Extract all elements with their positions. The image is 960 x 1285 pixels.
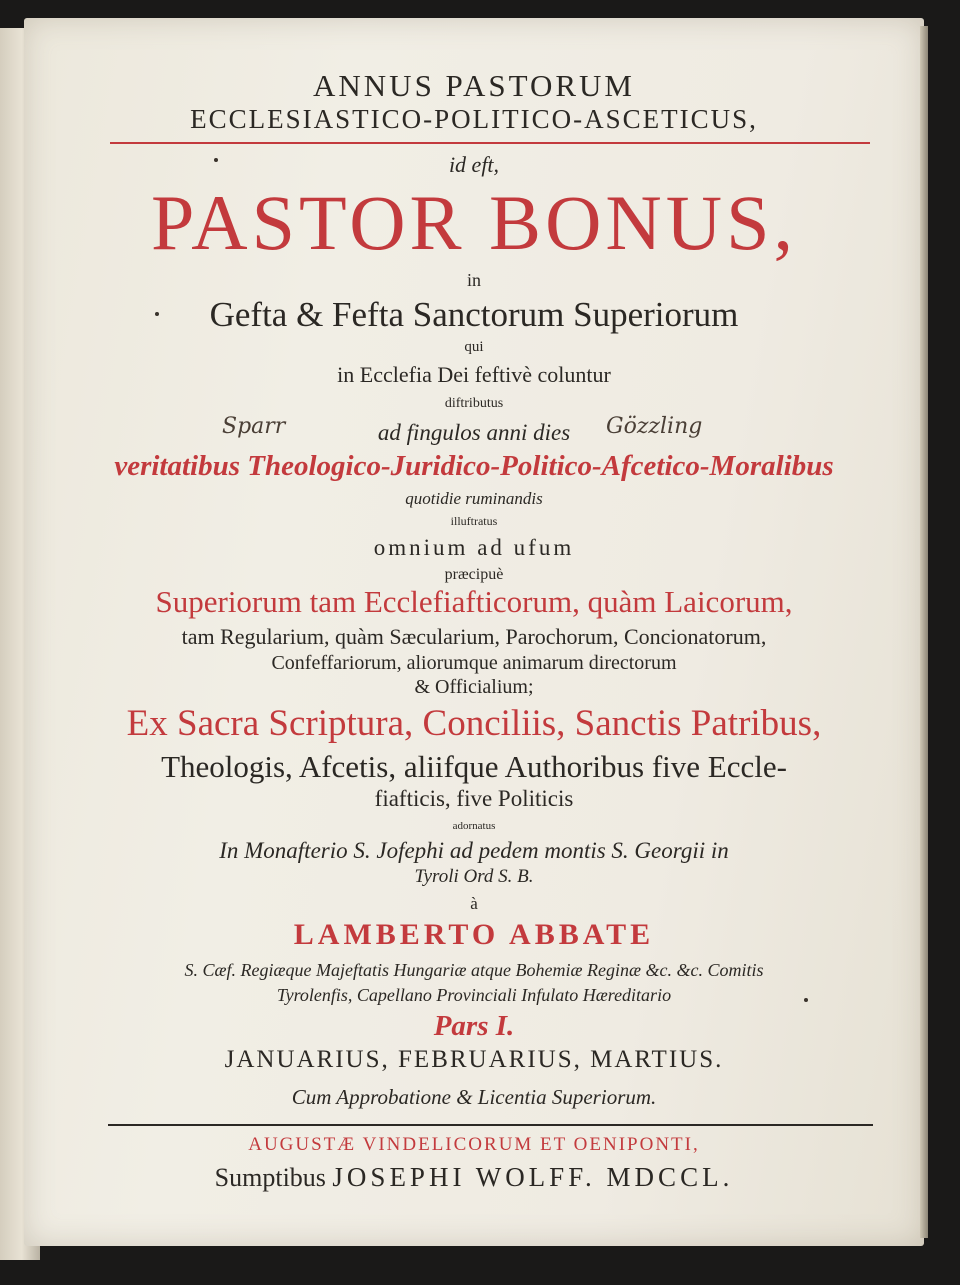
officialium-line: & Officialium; [414, 676, 534, 698]
text-in: in [466, 270, 481, 290]
imprint-line [24, 1162, 924, 1193]
augustae-line: AUGUSTÆ VINDELICORUM ET OENIPONTI, [248, 1134, 700, 1155]
text-a: à [470, 894, 478, 913]
ex-sacra-line: Ex Sacra Scriptura, Conciliis, Sanctis Patribus, [126, 703, 822, 744]
author: LAMBERTO ABBATE [293, 918, 655, 951]
ad-singulos: ad fingulos anni dies [377, 420, 571, 445]
pars: Pars I. [433, 1010, 515, 1042]
months-line: JANUARIUS, FEBRUARIUS, MARTIUS. [224, 1046, 724, 1073]
theologis-line: Theologis, Afcetis, aliifque Authoribus five Eccle- [161, 749, 787, 784]
illustratus: illuftratus [450, 514, 498, 528]
black-rule-bottom [108, 1124, 873, 1126]
ecclesia-line: in Ecclefia Dei feftivè coluntur [337, 362, 611, 387]
veritatibus-line: veritatibus Theologico-Juridico-Politico-Afcetico-Moralibus [114, 450, 834, 482]
specks [214, 158, 218, 162]
regularium-line: tam Regularium, quàm Sæcularium, Parochorum, Concionatorum, [181, 624, 767, 649]
title-line-1: ANNUS PASTORUM [313, 68, 635, 103]
distributus: diftributus [444, 396, 504, 411]
publisher: JOSEPHI WOLFF. MDCCL. [332, 1162, 734, 1192]
specks [155, 312, 159, 316]
tyroli-line: Tyroli Ord S. B. [414, 866, 534, 887]
sumptibus: Sumptibus [214, 1163, 326, 1192]
siasticis-line: fiafticis, five Politicis [374, 786, 574, 811]
quotidie: quotidie ruminandis [405, 489, 543, 508]
caes-line: S. Cæf. Regiæque Majeftatis Hungariæ atque Bohemiæ Reginæ &c. &c. Comitis [184, 960, 764, 980]
praecipue: præcipuè [444, 566, 504, 583]
approbatione-line: Cum Approbatione & Licentia Superiorum. [291, 1085, 657, 1109]
tyrolensis-line: Tyrolenfis, Capellano Provinciali Infulato Hæreditario [276, 985, 672, 1005]
specks [804, 998, 808, 1002]
handwritten-annotation-left: Sparr [222, 414, 286, 439]
confessariorum-line: Confeffariorum, aliorumque animarum directorum [271, 652, 677, 674]
text-qui: qui [464, 339, 484, 355]
title-line-2: ECCLESIASTICO-POLITICO-ASCETICUS, [190, 104, 758, 134]
handwritten-annotation-right: Gözzling [606, 414, 703, 439]
gesta-line: Gefta & Fefta Sanctorum Superiorum [209, 295, 739, 334]
id-est: id eft, [448, 152, 500, 177]
omnium-line: omnium ad ufum [373, 535, 575, 560]
monasterio-line: In Monafterio S. Jofephi ad pedem montis S. Georgii in [219, 838, 729, 863]
adornatus: adornatus [452, 820, 496, 832]
red-rule-top [110, 142, 870, 144]
main-title: PASTOR BONUS, [151, 179, 797, 266]
superiorum-line: Superiorum tam Ecclefiafticorum, quàm Laicorum, [155, 584, 793, 619]
